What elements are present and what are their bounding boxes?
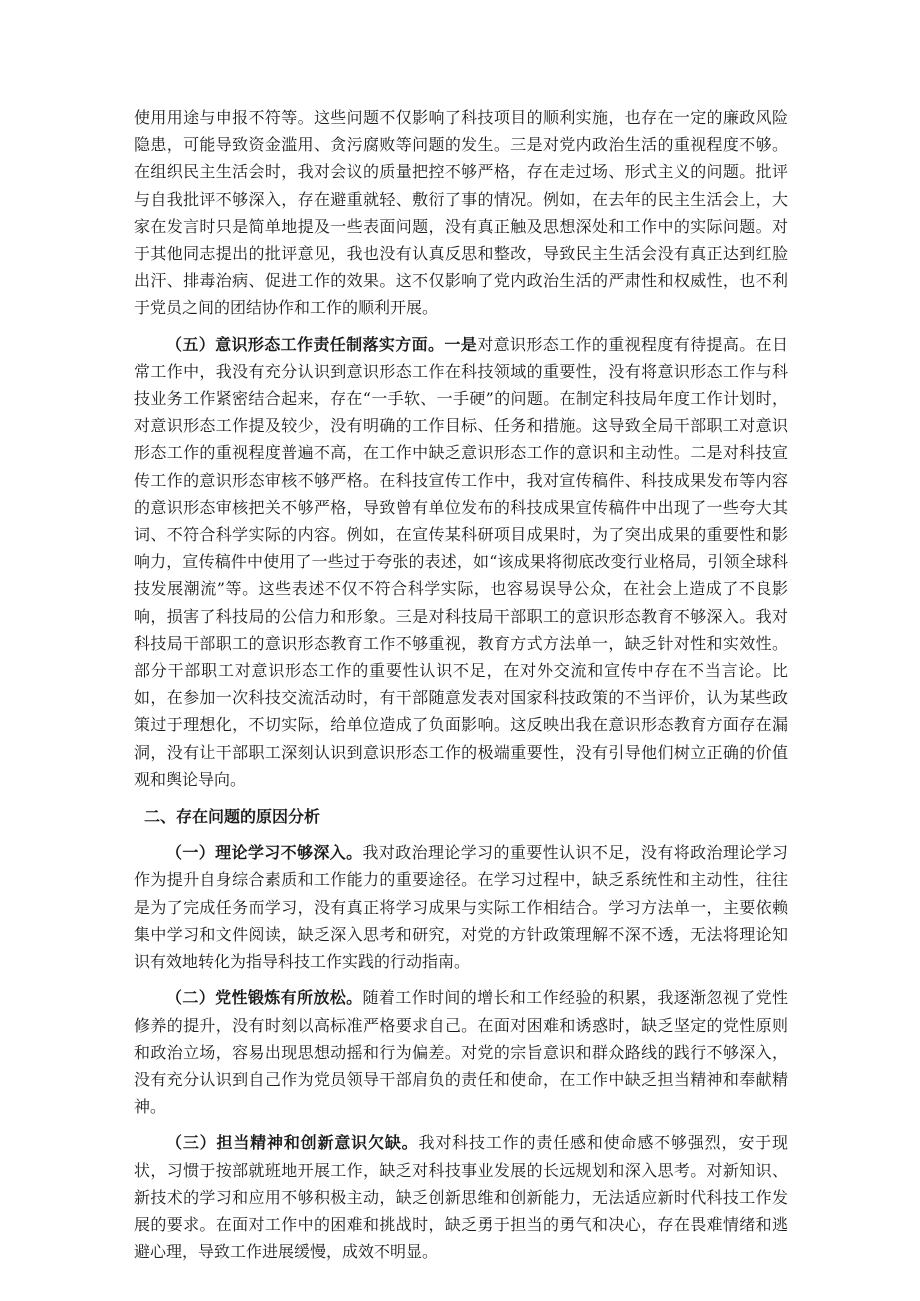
paragraph-ideology [134, 331, 788, 793]
section-heading: 二、存在问题的原因分析 [144, 807, 321, 827]
paragraph-lead: （三）担当精神和创新意识欠缺。 [166, 1133, 419, 1153]
paragraph-continuation [134, 104, 788, 322]
paragraph-text: 随着工作时间的增长和工作经验的积累，我逐渐忽视了党性修养的提升，没有时刻以高标准严格要求自己。在面对困难和诱惑时，缺乏坚定的党性原则和政治立场，容易出现思想动摇和行为偏差。对党的宗旨意识和群众路线的践行不够深入，没有充分认识到自己作为党员领导干部肩负的责任和使命，在工作中缺乏担当精神和奉献精神。 [134, 988, 788, 1117]
paragraph-responsibility [134, 1129, 788, 1265]
paragraph-lead-item: 一是 [444, 334, 478, 354]
paragraph-theory-study [134, 839, 788, 975]
paragraph-lead: （一）理论学习不够深入。 [166, 843, 363, 863]
paragraph-party-spirit [134, 984, 788, 1120]
paragraph-lead: （五）意识形态工作责任制落实方面。 [166, 334, 445, 354]
paragraph-lead: （二）党性锻炼有所放松。 [166, 988, 363, 1008]
paragraph-text: 我对科技工作的责任感和使命感不够强烈，安于现状，习惯于按部就班地开展工作，缺乏对科技事业发展的长远规划和深入思考。对新知识、新技术的学习和应用不够积极主动，缺乏创新思维和创新能力，无法适应新时代科技工作发展的要求。在面对工作中的困难和挑战时，缺乏勇于担当的勇气和决心，存在畏难情绪和逃避心理，导致工作进展缓慢，成效不明显。 [134, 1133, 788, 1262]
paragraph-text: 使用用途与申报不符等。这些问题不仅影响了科技项目的顺利实施，也存在一定的廉政风险隐患，可能导致资金滥用、贪污腐败等问题的发生。三是对党内政治生活的重视程度不够。在组织民主生活会时，我对会议的质量把控不够严格，存在走过场、形式主义的问题。批评与自我批评不够深入，存在避重就轻、敷衍了事的情况。例如，在去年的民主生活会上，大家在发言时只是简单地提及一些表面问题，没有真正触及思想深处和工作中的实际问题。对于其他同志提出的批评意见，我也没有认真反思和整改，导致民主生活会没有真正达到红脸出汗、排毒治病、促进工作的效果。这不仅影响了党内政治生活的严肃性和权威性，也不利于党员之间的团结协作和工作的顺利开展。 [134, 108, 788, 318]
document-page [134, 104, 788, 1265]
paragraph-text: 我对政治理论学习的重要性认识不足，没有将政治理论学习作为提升自身综合素质和工作能力的重要途径。在学习过程中，缺乏系统性和主动性，往往是为了完成任务而学习，没有真正将学习成果与实际工作相结合。学习方法单一，主要依赖集中学习和文件阅读，缺乏深入思考和研究，对党的方针政策理解不深不透，无法将理论知识有效地转化为指导科技工作实践的行动指南。 [134, 843, 788, 972]
paragraph-text: 对意识形态工作的重视程度有待提高。在日常工作中，我没有充分认识到意识形态工作在科技领域的重要性，没有将意识形态工作与科技业务工作紧密结合起来，存在“一手软、一手硬”的问题。在制定科技局年度工作计划时，对意识形态工作提及较少，没有明确的工作目标、任务和措施。这导致全局干部职工对意识形态工作的重视程度普遍不高，在工作中缺乏意识形态工作的意识和主动性。二是对科技宣传工作的意识形态审核不够严格。在科技宣传工作中，我对宣传稿件、科技成果发布等内容的意识形态审核把关不够严格，导致曾有单位发布的科技成果宣传稿件中出现了一些夸大其词、不符合科学实际的内容。例如，在宣传某科研项目成果时，为了突出成果的重要性和影响力，宣传稿件中使用了一些过于夸张的表述，如“该成果将彻底改变行业格局，引领全球科技发展潮流”等。这些表述不仅不符合科学实际，也容易误导公众，在社会上造成了不良影响，损害了科技局的公信力和形象。三是对科技局干部职工的意识形态教育不够深入。我对科技局干部职工的意识形态教育工作不够重视，教育方式方法单一，缺乏针对性和实效性。部分干部职工对意识形态工作的重要性认识不足，在对外交流和宣传中存在不当言论。比如，在参加一次科技交流活动时，有干部随意发表对国家科技政策的不当评价，认为某些政策过于理想化，不切实际，给单位造成了负面影响。这反映出我在意识形态教育方面存在漏洞，没有让干部职工深刻认识到意识形态工作的极端重要性，没有引导他们树立正确的价值观和舆论导向。 [134, 334, 788, 789]
